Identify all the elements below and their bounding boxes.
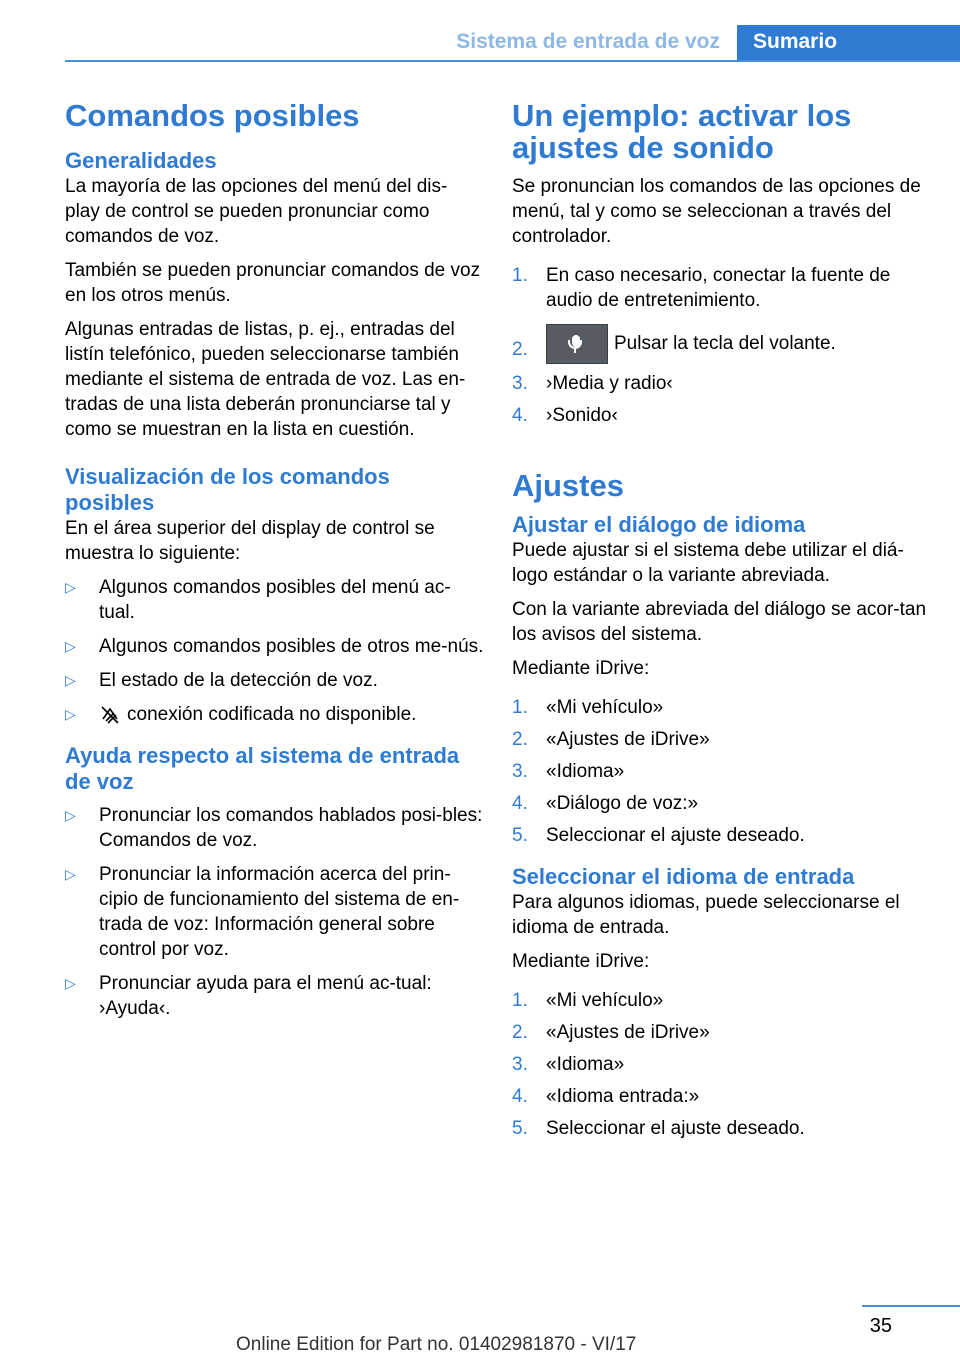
right-column	[512, 100, 927, 1151]
list-item: ▷ Pronunciar los comandos hablados posi-bles: Comandos de voz.	[65, 805, 483, 851]
subsection-heading: Ajustar el diálogo de idioma	[512, 512, 806, 537]
paragraph: La mayoría de las opciones del menú del dis- play de control se pueden pronunciar como comandos de voz.	[65, 176, 448, 247]
list-item: ▷ Algunos comandos posibles de otros me-nús.	[65, 636, 484, 657]
list-item: ▷ El estado de la detección de voz.	[65, 670, 378, 691]
numbered-list	[512, 695, 927, 848]
list-item: ▷ conexión codificada no disponible.	[65, 704, 417, 725]
triangle-bullet-icon: ▷	[65, 638, 76, 654]
list-item: ▷ Algunos comandos posibles del menú ac-tual.	[65, 577, 451, 623]
section-title: Ajustes	[512, 468, 624, 503]
triangle-bullet-icon: ▷	[65, 579, 76, 595]
list-item: ▷ Pronunciar ayuda para el menú ac-tual: ›Ayuda‹.	[65, 973, 432, 1019]
list-item: 3. ›Media y radio‹	[512, 373, 673, 394]
triangle-bullet-icon: ▷	[65, 706, 76, 722]
edition-note: Online Edition for Part no. 01402981870 - VI/17	[236, 1334, 637, 1355]
list-item: 3. «Idioma»	[512, 761, 625, 782]
numbered-list	[512, 263, 927, 428]
subsection-heading: Visualización de los comandos posibles	[65, 464, 390, 515]
numbered-list	[512, 988, 927, 1141]
header-section-title: Sistema de entrada de voz	[456, 30, 720, 53]
list-item: 4. «Idioma entrada:»	[512, 1086, 700, 1107]
summary-tab[interactable]: Sumario	[737, 25, 960, 62]
section-title: Comandos posibles	[65, 98, 360, 133]
paragraph: Para algunos idiomas, puede seleccionarse el idioma de entrada.	[512, 892, 900, 938]
subsection-heading: Generalidades	[65, 148, 217, 173]
paragraph: Con la variante abreviada del diálogo se acor-tan los avisos del sistema.	[512, 599, 927, 645]
steering-wheel-voice-button	[546, 324, 608, 364]
bullet-list	[65, 803, 485, 1021]
paragraph: Mediante iDrive:	[512, 658, 650, 679]
list-item: 1. «Mi vehículo»	[512, 990, 664, 1011]
triangle-bullet-icon: ▷	[65, 672, 76, 688]
header-divider	[65, 60, 960, 62]
list-item: 3. «Idioma»	[512, 1054, 625, 1075]
subsection-heading: Ayuda respecto al sistema de entrada de voz	[65, 743, 460, 794]
footer-divider	[862, 1305, 960, 1307]
list-item: 4. «Diálogo de voz:»	[512, 793, 699, 814]
list-item: 2. «Ajustes de iDrive»	[512, 729, 710, 750]
list-item: 5. Seleccionar el ajuste deseado.	[512, 1118, 805, 1139]
subsection-heading: Seleccionar el idioma de entrada	[512, 864, 855, 889]
left-column	[65, 100, 485, 1031]
list-item: 1. «Mi vehículo»	[512, 697, 664, 718]
paragraph: También se pueden pronunciar comandos de voz en los otros menús.	[65, 260, 481, 306]
section-title: Un ejemplo: activar los ajustes de sonido	[512, 98, 852, 165]
paragraph: Se pronuncian los comandos de las opciones de menú, tal y como se seleccionan a través del controlador.	[512, 176, 921, 247]
page-number: 35	[869, 1315, 892, 1337]
list-item: 4. ›Sonido‹	[512, 405, 618, 426]
triangle-bullet-icon: ▷	[65, 866, 76, 882]
no-encryption-icon	[99, 705, 121, 725]
list-item: 2. «Ajustes de iDrive»	[512, 1022, 710, 1043]
bullet-list	[65, 575, 485, 727]
paragraph: En el área superior del display de control se muestra lo siguiente:	[65, 518, 435, 564]
paragraph: Puede ajustar si el sistema debe utilizar el diá-logo estándar o la variante abreviada.	[512, 540, 904, 586]
list-item: ▷ Pronunciar la información acerca del prin-cipio de funcionamiento del sistema de en-trada de voz: Información general sobre control por voz.	[65, 864, 460, 960]
triangle-bullet-icon: ▷	[65, 975, 76, 991]
triangle-bullet-icon: ▷	[65, 807, 76, 823]
list-item: 1. En caso necesario, conectar la fuente de audio de entretenimiento.	[512, 265, 891, 311]
list-item: 2. Pulsar la tecla del volante.	[512, 320, 927, 364]
list-item: 5. Seleccionar el ajuste deseado.	[512, 825, 805, 846]
paragraph: Algunas entradas de listas, p. ej., entradas del listín telefónico, pueden seleccionarse también mediante el sistema de entrada de voz. Las en-tradas de una lista deberán pronunciarse tal y como se muestran en la lista en cuestión.	[65, 319, 466, 440]
paragraph: Mediante iDrive:	[512, 951, 650, 972]
